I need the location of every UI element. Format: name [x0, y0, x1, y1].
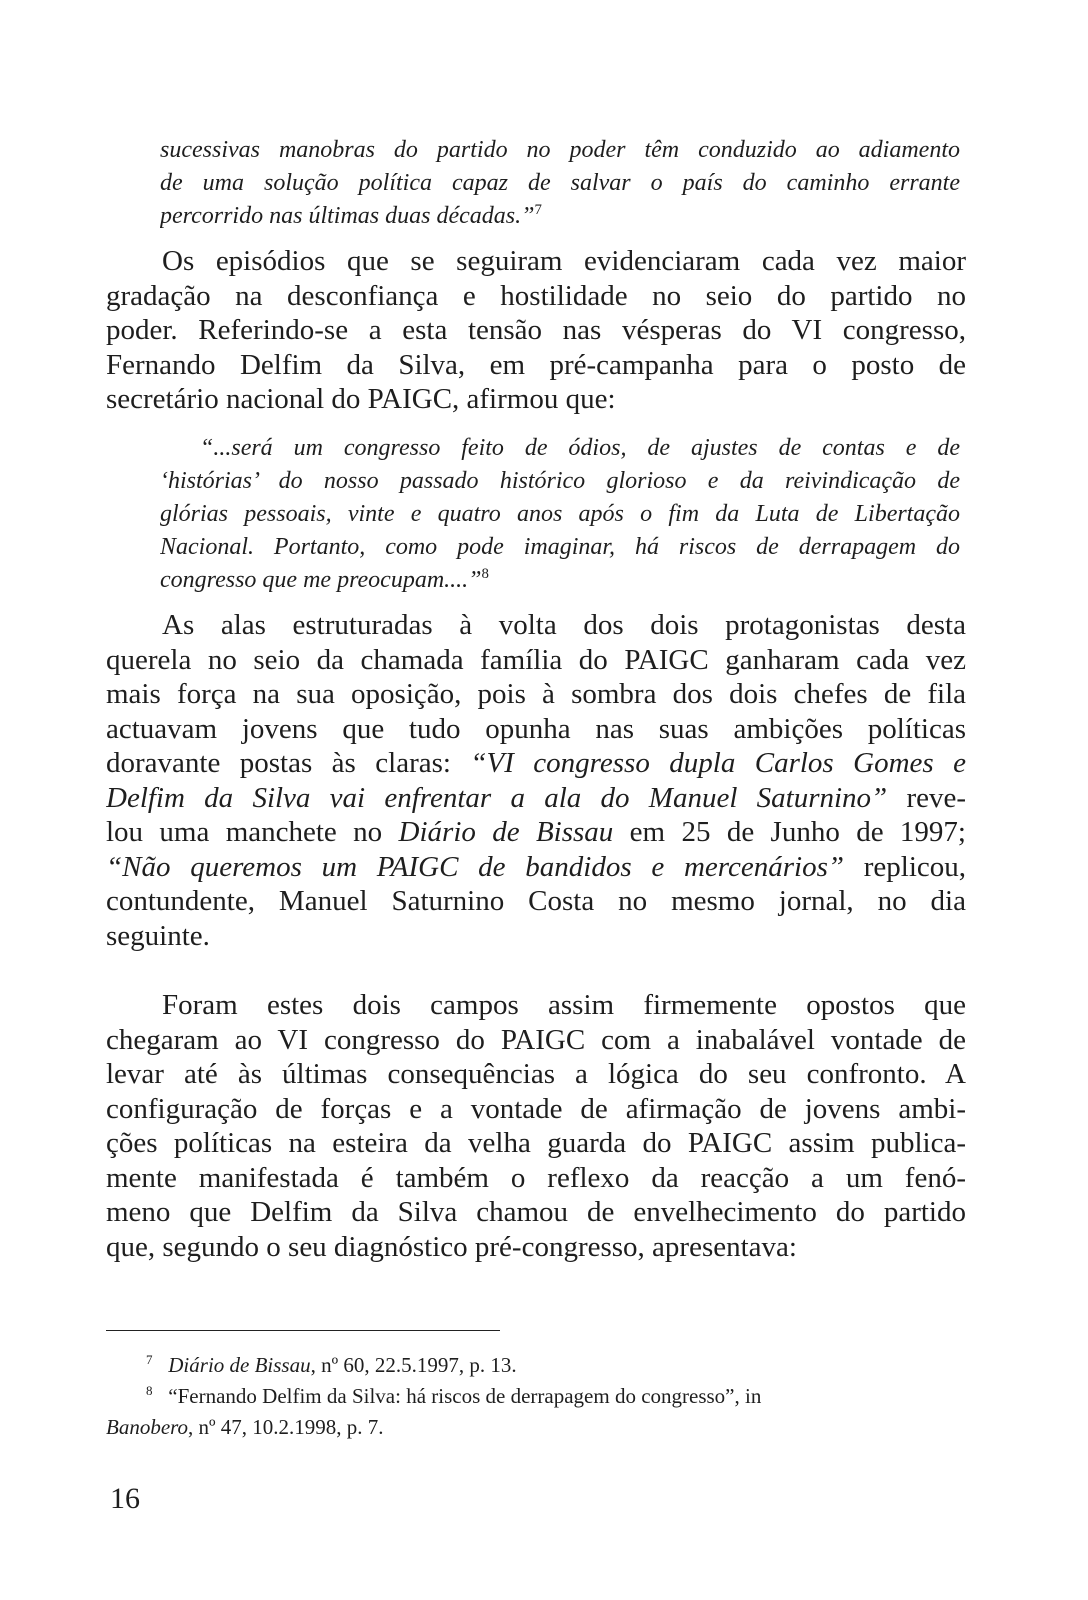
text-line: Fernando Delfim da Silva, em pré-campanha para o posto de: [106, 348, 966, 381]
quote-line: percorrido nas últimas duas décadas.”$^7$: [160, 202, 542, 229]
footnote-number: 7: [146, 1352, 153, 1368]
text-line: levar até às últimas consequências a lógica do seu confronto. A: [106, 1058, 966, 1090]
quote-line: de uma solução política capaz de salvar o país do caminho errante: [160, 170, 960, 196]
quote-line: “...será um congresso feito de ódios, de ajustes de contas e de: [200, 435, 960, 461]
text-line: secretário nacional do PAIGC, afirmou que:: [106, 383, 616, 415]
text-line: chegaram ao VI congresso do PAIGC com a inabalável vontade de: [106, 1023, 966, 1056]
text-line: “Não queremos um PAIGC de bandidos e mercenários” replicou,: [106, 850, 966, 883]
footnote-8: [106, 1381, 976, 1443]
headline-quote: Delfim da Silva vai enfrentar a ala do Manuel Saturnino”: [106, 781, 888, 814]
paragraph-3: [106, 988, 966, 1264]
block-quote: [160, 432, 960, 597]
text-line: que, segundo o seu diagnóstico pré-congresso, apresentava:: [106, 1230, 797, 1263]
page-number: 16: [110, 1482, 140, 1515]
footnote-number: 8: [146, 1383, 153, 1399]
text-line: Os episódios que se seguiram evidenciaram cada vez maior: [162, 245, 966, 277]
footnote-7: [106, 1350, 976, 1381]
newspaper-title: Diário de Bissau: [168, 1353, 311, 1377]
text-line: Delfim da Silva vai enfrentar a ala do Manuel Saturnino” reve-: [106, 781, 966, 814]
text-line: poder. Referindo-se a esta tensão nas vésperas do VI congresso,: [106, 314, 966, 346]
quote-line: congresso que me preocupam....”$^8$: [160, 566, 489, 593]
text-line: mais força na sua oposição, pois à sombra dos dois chefes de fila: [106, 678, 966, 710]
text-line: lou uma manchete no Diário de Bissau em 25 de Junho de 1997;: [106, 816, 966, 848]
text-line: mente manifestada é também o reflexo da reacção a um fenó-: [106, 1161, 966, 1194]
text-line: querela no seio da chamada família do PAIGC ganharam cada vez: [106, 643, 966, 676]
text-line: doravante postas às claras: “VI congresso dupla Carlos Gomes e: [106, 747, 966, 779]
text-line: actuavam jovens que tudo opunha nas suas ambições políticas: [106, 712, 966, 745]
quote-line: glórias pessoais, vinte e quatro anos após o fim da Luta de Libertação: [160, 501, 960, 527]
text-line: Foram estes dois campos assim firmemente opostos que: [162, 989, 966, 1021]
headline-quote: “Não queremos um PAIGC de bandidos e mercenários”: [106, 850, 844, 883]
quote-line: ‘histórias’ do nosso passado histórico glorioso e da reivindicação de: [160, 468, 960, 494]
footnote-ref-8: 8: [481, 566, 489, 583]
paragraph-2: [106, 608, 966, 953]
text-line: ções políticas na esteira da velha guarda do PAIGC assim publica-: [106, 1127, 966, 1159]
text-line: contundente, Manuel Saturnino Costa no mesmo jornal, no dia: [106, 885, 966, 917]
newspaper-title: Banobero: [106, 1415, 189, 1439]
block-quote-continuation: [160, 134, 960, 233]
quote-line: Nacional. Portanto, como pode imaginar, há riscos de derrapagem do: [160, 534, 960, 560]
headline-quote: “VI congresso dupla Carlos Gomes e: [470, 747, 966, 779]
text-line: configuração de forças e a vontade de afirmação de jovens ambi-: [106, 1092, 966, 1125]
text-line: meno que Delfim da Silva chamou de envelhecimento do partido: [106, 1196, 966, 1228]
footnote-divider: [106, 1330, 500, 1331]
newspaper-title: Diário de Bissau: [398, 816, 614, 848]
text-line: gradação na desconfiança e hostilidade no seio do partido no: [106, 279, 966, 312]
text-line: As alas estruturadas à volta dos dois protagonistas desta: [162, 609, 966, 641]
footnote-ref-7: 7: [534, 202, 542, 219]
quote-line: sucessivas manobras do partido no poder têm conduzido ao adiamento: [160, 137, 960, 163]
footnote-line: $^8$ “Fernando Delfim da Silva: há riscos de derrapagem do congresso”, in: [146, 1383, 762, 1408]
text-line: seguinte.: [106, 919, 210, 952]
footnote-line: Banobero, nº 47, 10.2.1998, p. 7.: [106, 1415, 384, 1439]
paragraph-1: [106, 244, 966, 417]
footnote-line: $^7$ Diário de Bissau, nº 60, 22.5.1997, p. 13.: [146, 1352, 517, 1377]
